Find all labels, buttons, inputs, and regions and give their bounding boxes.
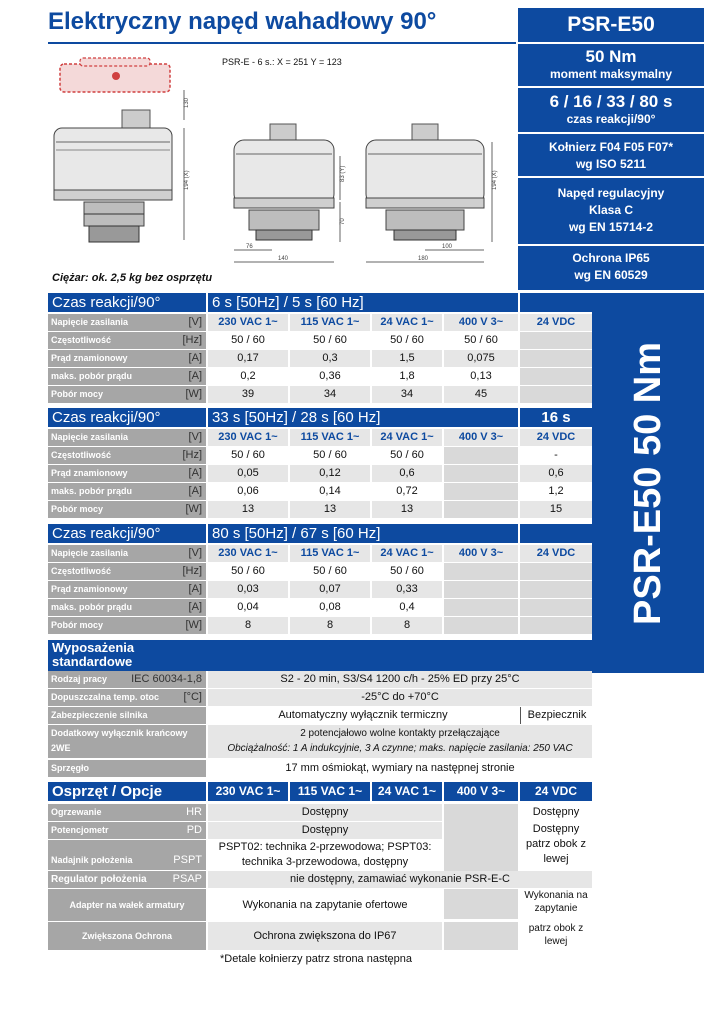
protect-value: Ochrona zwiększona do IP67: [208, 922, 442, 950]
adapter-400v-empty: [444, 889, 518, 919]
spec-row: [48, 599, 592, 617]
options-header: Osprzęt / Opcje: [48, 782, 206, 801]
spec-cell: 8: [372, 617, 442, 634]
spec-cell: 8: [290, 617, 370, 634]
standard-header: [48, 640, 592, 671]
voltage-row: [48, 545, 592, 563]
supply-unit: [V]: [188, 431, 202, 443]
spec-row-label: [48, 465, 206, 482]
protection-line2: wg EN 60529: [574, 268, 648, 282]
page-title: Elektryczny napęd wahadłowy 90°: [48, 8, 437, 35]
duty-norm: IEC 60034-1,8: [131, 673, 202, 685]
voltage-header: 24 VAC 1~: [372, 545, 442, 562]
reg-row: [48, 871, 592, 889]
spec-row-unit: [A]: [188, 467, 202, 479]
spec-cell: 13: [208, 501, 288, 518]
flange-line2: wg ISO 5211: [575, 157, 647, 171]
duty-label: [48, 671, 206, 688]
motor-label: Zabezpieczenie silnika: [48, 707, 206, 724]
spec-cell: 0,17: [208, 350, 288, 367]
protection-line1: Ochrona IP65: [572, 251, 650, 265]
duty-row: [48, 671, 592, 689]
flange-line1: Kołnierz F04 F05 F07*: [548, 140, 674, 154]
times-label: czas reakcji/90°: [566, 112, 656, 126]
coupling-row: [48, 760, 592, 778]
dim-label: 140: [278, 256, 289, 262]
spec-cell: 13: [290, 501, 370, 518]
spec-cell: 50 / 60: [464, 334, 498, 346]
protect-dc-line2: lewej: [544, 936, 568, 947]
supply-label: [48, 429, 206, 446]
spec-cell: 50 / 60: [390, 449, 424, 461]
spec-cell: 15: [520, 501, 592, 518]
spec-cell: 0,05: [208, 465, 288, 482]
spec-cell: 0,075: [444, 350, 518, 367]
duty-label-text: Rodzaj pracy: [51, 674, 108, 684]
control-line2: Klasa C: [588, 203, 634, 217]
spec-cell: 0,2: [240, 370, 256, 382]
spec-cell: [520, 386, 592, 403]
voltage-header: 24 VDC: [520, 429, 592, 446]
dim-label: 70: [340, 218, 346, 225]
dim-label: 130: [184, 97, 190, 108]
pos-row: [48, 840, 592, 870]
limit-label-line2: 2WE: [51, 743, 71, 753]
spec-row-label: [48, 563, 206, 580]
spec-row-label-text: Prąd znamionowy: [51, 353, 128, 363]
footnote: *Detale kołnierzy patrz strona następna: [220, 953, 412, 965]
control-line3: wg EN 15714-2: [568, 220, 654, 234]
pot-label-text: Potencjometr: [51, 825, 109, 835]
voltage-header: 24 VDC: [520, 314, 592, 331]
pos-value: [208, 840, 442, 870]
spec-row-label: [48, 447, 206, 464]
voltage-header: 230 VAC 1~: [208, 314, 288, 331]
options-voltage-header: 24 VAC 1~: [372, 782, 442, 801]
adapter-dc: [520, 889, 592, 921]
options-voltage-header: 400 V 3~: [444, 782, 518, 801]
adapter-dc-line1: Wykonania na: [524, 890, 588, 901]
voltage-row: [48, 314, 592, 332]
reg-value: nie dostępny, zamawiać wykonanie PSR-E-C: [208, 871, 592, 888]
model-name: PSR-E50: [567, 13, 655, 36]
section-time-dc: [520, 524, 592, 543]
spec-row-label: [48, 386, 206, 403]
limit-value-line1: 2 potencjałowo wolne kontakty przełączające: [300, 728, 500, 739]
spec-row-label-text: maks. pobór prądu: [51, 602, 133, 612]
spec-cell: [444, 447, 518, 464]
side-label: PSR-E50 50 Nm: [626, 341, 669, 625]
limit-value: [208, 725, 592, 758]
pos-label-text: Nadajnik położenia: [51, 855, 133, 865]
spec-row-label-text: Częstotliwość: [51, 566, 112, 576]
spec-row: [48, 447, 592, 465]
spec-row: [48, 332, 592, 350]
voltage-header: 230 VAC 1~: [208, 545, 288, 562]
reg-label-text: Regulator położenia: [51, 874, 147, 885]
spec-row-label: [48, 581, 206, 598]
supply-unit: [V]: [188, 316, 202, 328]
section-time: 33 s [50Hz] / 28 s [60 Hz]: [208, 408, 518, 427]
torque-box: [518, 44, 704, 86]
spec-cell: [520, 350, 592, 367]
spec-cell: 0,3: [290, 350, 370, 367]
spec-row-label: [48, 483, 206, 500]
voltage-header: 24 VDC: [520, 545, 592, 562]
spec-row-unit: [Hz]: [182, 449, 202, 461]
spec-cell: 0,13: [470, 370, 492, 382]
spec-cell: [520, 581, 592, 598]
spec-cell: 50 / 60: [313, 334, 347, 346]
spec-cell: 34: [372, 386, 442, 403]
dc-note-line1: Dostępny: [532, 823, 580, 835]
motor-value-dc: Bezpiecznik: [520, 707, 593, 724]
supply-label-text: Napięcie zasilania: [51, 548, 129, 558]
limit-row: [48, 725, 592, 759]
spec-cell: [444, 483, 518, 500]
spec-cell: 0,12: [290, 465, 370, 482]
heating-dc: Dostępny: [532, 806, 580, 818]
torque-label: moment maksymalny: [549, 67, 673, 81]
spec-cell: 45: [444, 386, 518, 403]
drawing-caption: PSR-E - 6 s.: X = 251 Y = 123: [222, 57, 342, 67]
spec-row-unit: [A]: [188, 352, 202, 364]
dim-label: 83 (Y): [340, 165, 346, 182]
side-label-wrap: [592, 293, 704, 673]
adapter-label: Adapter na wałek armatury: [48, 889, 206, 921]
spec-cell: [444, 563, 518, 580]
actuator-drawings: [44, 50, 518, 272]
limit-value-line2-wrap: [208, 741, 592, 756]
spec-cell: [444, 617, 518, 634]
spec-row-label-text: Pobór mocy: [51, 389, 104, 399]
pos-value-line1: PSPT02: technika 2-przewodowa; PSPT03:: [218, 841, 432, 853]
standard-title-line2: standardowe: [52, 654, 133, 669]
temp-label: [48, 689, 206, 706]
temp-value: -25°C do +70°C: [208, 689, 592, 706]
spec-row: [48, 563, 592, 581]
section-title: Czas reakcji/90°: [48, 408, 206, 427]
spec-row: [48, 368, 592, 386]
spec-row-label: [48, 368, 206, 385]
spec-cell: 0,33: [372, 581, 442, 598]
supply-label-text: Napięcie zasilania: [51, 317, 129, 327]
dim-label: 180: [418, 256, 429, 262]
spec-cell: 0,06: [237, 485, 259, 497]
protect-dc-line1: patrz obok z: [528, 923, 584, 934]
spec-cell: [520, 563, 592, 580]
duty-value: S2 - 20 min, S3/S4 1200 c/h - 25% ED przy 25°C: [208, 671, 592, 688]
motor-row: [48, 707, 592, 725]
spec-cell: [444, 465, 518, 482]
spec-row-label-text: Pobór mocy: [51, 620, 104, 630]
spec-row: [48, 350, 592, 368]
spec-row: [48, 617, 592, 635]
spec-row-unit: [Hz]: [182, 565, 202, 577]
spec-cell: 1,8: [399, 370, 415, 382]
spec-cell: 0,6: [372, 465, 442, 482]
spec-row-label-text: Prąd znamionowy: [51, 468, 128, 478]
pos-code: PSPT: [173, 854, 202, 866]
voltage-row: [48, 429, 592, 447]
spec-row-label-text: Częstotliwość: [51, 450, 112, 460]
spec-row: [48, 483, 592, 501]
spec-row-unit: [A]: [188, 485, 202, 497]
options-voltage-header: 115 VAC 1~: [290, 782, 370, 801]
spec-row-unit: [W]: [185, 388, 202, 400]
dim-label: 100: [442, 244, 453, 250]
limit-label: [48, 725, 206, 758]
torque-value: 50 Nm: [585, 47, 637, 66]
spec-row-label: [48, 350, 206, 367]
spec-cell: [444, 581, 518, 598]
supply-unit: [V]: [188, 547, 202, 559]
spec-cell: 0,72: [396, 485, 418, 497]
pot-code: PD: [186, 824, 202, 836]
protect-dc: [520, 922, 592, 950]
spec-row: [48, 501, 592, 519]
protect-400v-empty: [444, 922, 518, 950]
section-title: Czas reakcji/90°: [48, 293, 206, 312]
spec-cell: [520, 332, 592, 349]
spec-cell: 50 / 60: [313, 449, 347, 461]
spec-cell: 50 / 60: [231, 334, 265, 346]
control-box: [518, 178, 704, 244]
limit-label-line1: Dodatkowy wyłącznik krańcowy: [51, 728, 188, 738]
spec-row-label: [48, 501, 206, 518]
protect-row: [48, 922, 592, 950]
spec-cell: 0,4: [399, 601, 415, 613]
dim-label: 76: [246, 244, 253, 250]
control-line1: Napęd regulacyjny: [557, 186, 665, 200]
actuator-front-view: [234, 124, 346, 262]
heating-label: [48, 804, 206, 821]
adapter-row: [48, 889, 592, 921]
adapter-dc-line2: zapytanie: [534, 903, 578, 914]
spec-cell: 50 / 60: [313, 565, 347, 577]
spec-cell: 0,07: [290, 581, 370, 598]
spec-row-label: [48, 599, 206, 616]
spec-cell: 0,14: [319, 485, 341, 497]
spec-row-label-text: maks. pobór prądu: [51, 486, 133, 496]
voltage-header: 400 V 3~: [444, 429, 518, 446]
protect-label: Zwiększona Ochrona: [48, 922, 206, 950]
options-voltage-header: 24 VDC: [520, 782, 592, 801]
voltage-header: 115 VAC 1~: [290, 429, 370, 446]
spec-cell: 1,5: [372, 350, 442, 367]
spec-cell: 0,36: [319, 370, 341, 382]
spec-row: [48, 581, 592, 599]
limit-value-line2: 1 A indukcyjnie, 3 A czynne; maks. napięcie zasilania: 250 VAC: [292, 743, 573, 754]
heating-value: Dostępny: [208, 804, 442, 821]
temp-row: [48, 689, 592, 707]
title-underline: [48, 42, 516, 44]
spec-cell: 50 / 60: [390, 565, 424, 577]
model-badge: [518, 8, 704, 42]
section-time: 80 s [50Hz] / 67 s [60 Hz]: [208, 524, 518, 543]
coupling-value: 17 mm ośmiokąt, wymiary na następnej stronie: [285, 762, 515, 774]
spec-cell: -: [554, 449, 558, 461]
dim-label: 194 (X): [184, 170, 190, 190]
voltage-header: 230 VAC 1~: [208, 429, 288, 446]
dc-note-line2: patrz obok z: [526, 838, 586, 850]
pos-label: [48, 840, 206, 870]
voltage-header: 400 V 3~: [444, 314, 518, 331]
section-time-dc: 16 s: [520, 408, 592, 427]
spec-row-unit: [W]: [185, 619, 202, 631]
pot-label: [48, 822, 206, 839]
section-title: Czas reakcji/90°: [48, 524, 206, 543]
spec-cell: [444, 599, 518, 616]
spec-cell: [520, 368, 592, 385]
actuator-rear-view: [366, 124, 498, 262]
supply-label: [48, 314, 206, 331]
spec-cell: [444, 501, 518, 518]
temp-unit: [°C]: [183, 691, 202, 703]
pot-row: [48, 822, 592, 840]
voltage-header: 24 VAC 1~: [372, 314, 442, 331]
dim-label: 194 (X): [492, 170, 498, 190]
spec-cell: 50 / 60: [390, 334, 424, 346]
spec-cell: 0,03: [208, 581, 288, 598]
weight-note: Ciężar: ok. 2,5 kg bez osprzętu: [52, 272, 213, 284]
spec-cell: 13: [372, 501, 442, 518]
spec-cell: 34: [290, 386, 370, 403]
spec-cell: 39: [208, 386, 288, 403]
adapter-value: Wykonania na zapytanie ofertowe: [242, 899, 408, 911]
spec-cell: 50 / 60: [231, 449, 265, 461]
options-voltage-header: 230 VAC 1~: [208, 782, 288, 801]
pos-value-line2: technika 3-przewodowa, dostępny: [241, 856, 409, 868]
spec-row-label: [48, 332, 206, 349]
reg-label: [48, 871, 206, 888]
coupling-label: Sprzęgło: [48, 760, 206, 777]
spec-row-unit: [W]: [185, 503, 202, 515]
spec-cell: 1,2: [548, 485, 564, 497]
spec-row-label-text: Prąd znamionowy: [51, 584, 128, 594]
temp-label-text: Dopuszczalna temp. otoc: [51, 692, 160, 702]
spec-row-label-text: maks. pobór prądu: [51, 371, 133, 381]
spec-row: [48, 386, 592, 404]
flange-box: [518, 134, 704, 176]
spec-cell: 0,6: [520, 465, 592, 482]
spec-cell: [520, 617, 592, 634]
times-box: [518, 88, 704, 132]
standard-title-line1: Wyposażenia: [52, 640, 135, 655]
times-value: 6 / 16 / 33 / 80 s: [549, 92, 673, 111]
actuator-side-view: [54, 58, 190, 242]
spec-cell: 8: [208, 617, 288, 634]
voltage-header: 24 VAC 1~: [372, 429, 442, 446]
section-time-dc: [520, 293, 592, 312]
motor-value: Automatyczny wyłącznik termiczny: [278, 709, 448, 721]
voltage-header: 115 VAC 1~: [290, 314, 370, 331]
section-time: 6 s [50Hz] / 5 s [60 Hz]: [208, 293, 518, 312]
voltage-header: 115 VAC 1~: [290, 545, 370, 562]
pot-value: Dostępny: [208, 822, 442, 839]
spec-cell: 50 / 60: [231, 565, 265, 577]
supply-label-text: Napięcie zasilania: [51, 432, 129, 442]
spec-row-label: [48, 617, 206, 634]
spec-row-unit: [Hz]: [182, 334, 202, 346]
heating-label-text: Ogrzewanie: [51, 807, 102, 817]
spec-cell: [520, 599, 592, 616]
heating-row: [48, 804, 592, 822]
spec-row: [48, 465, 592, 483]
heating-code: HR: [186, 806, 202, 818]
protection-box: [518, 246, 704, 290]
voltage-header: 400 V 3~: [444, 545, 518, 562]
spec-row-unit: [A]: [188, 583, 202, 595]
reg-code: PSAP: [172, 873, 202, 885]
supply-label: [48, 545, 206, 562]
spec-row-label-text: Częstotliwość: [51, 335, 112, 345]
dc-note-line3: lewej: [543, 853, 569, 865]
spec-row-unit: [A]: [188, 370, 202, 382]
spec-cell: 0,04: [237, 601, 259, 613]
spec-row-label-text: Pobór mocy: [51, 504, 104, 514]
limit-value-line2-prefix: Obciążalność:: [227, 743, 291, 754]
spec-row-unit: [A]: [188, 601, 202, 613]
spec-cell: 0,08: [319, 601, 341, 613]
